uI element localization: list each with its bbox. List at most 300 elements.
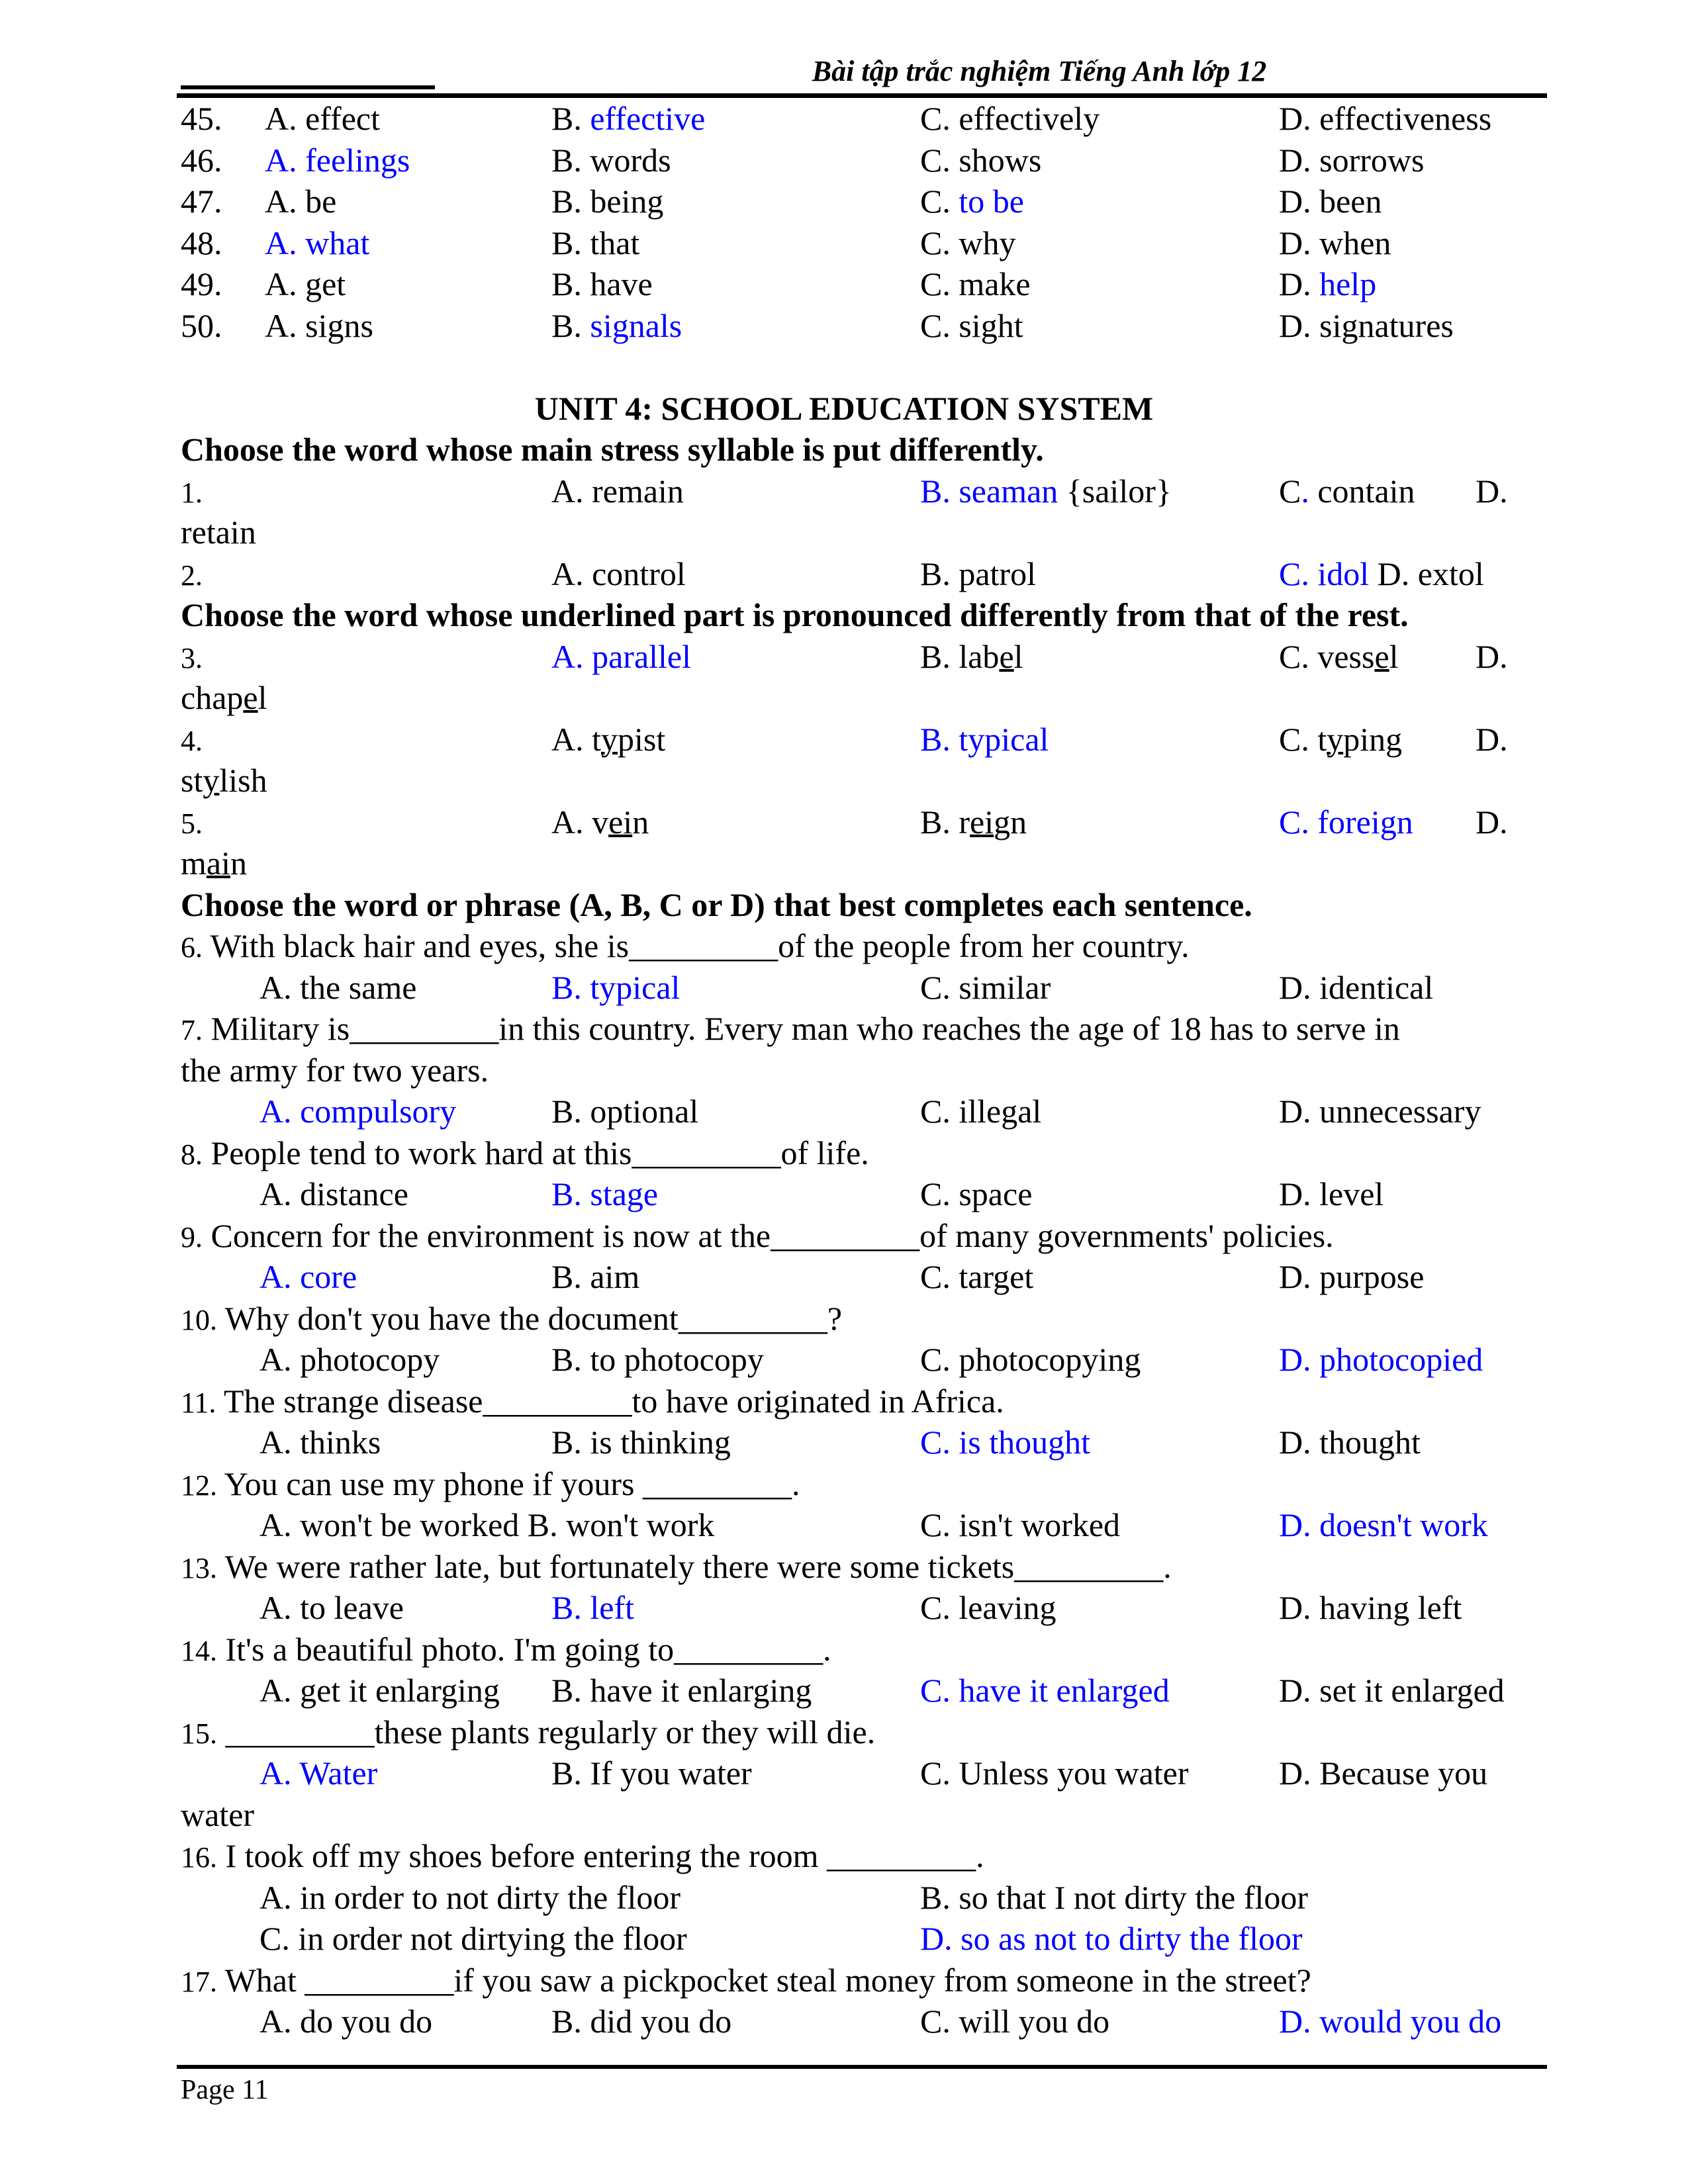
line-cell (265, 222, 369, 264)
question-number: 10. (181, 1303, 217, 1336)
line-cell (259, 1091, 456, 1132)
line-cell (259, 1173, 408, 1215)
line-cell (551, 1173, 658, 1215)
text-run: A. photocopy (259, 1341, 440, 1378)
text-run (217, 1713, 226, 1751)
text-run: to have originated in Africa. (632, 1382, 1004, 1420)
line-cell (920, 305, 1023, 347)
line-cell (1476, 471, 1508, 512)
text-run: I took off my shoes before entering the room (217, 1837, 827, 1874)
text-run: _________ (629, 927, 778, 964)
line-cell (551, 1339, 764, 1381)
text-line (0, 1381, 1688, 1422)
text-run: B. patrol (920, 555, 1036, 592)
text-line (0, 760, 1688, 801)
line-cell (181, 1835, 984, 1879)
question-number: 2. (181, 559, 203, 592)
text-run: C. Unless you water (920, 1754, 1189, 1792)
text-run: Choose the word whose underlined part is pronounced differently from that of the rest. (181, 596, 1409, 633)
text-run: _________ (771, 1216, 920, 1254)
footer-rule (177, 2065, 1547, 2069)
text-run: _________ (1014, 1547, 1164, 1585)
line-cell (551, 471, 684, 512)
line-cell (1279, 2001, 1501, 2042)
line-cell (181, 263, 222, 305)
line-cell (181, 140, 222, 181)
text-run: . (792, 1465, 800, 1502)
line-cell (1279, 140, 1424, 181)
line-cell (920, 553, 1036, 595)
section-heading (181, 429, 1044, 471)
question-number: 14. (181, 1634, 217, 1667)
text-run: D. unnecessary (1279, 1093, 1481, 1130)
question-number: 11. (181, 1386, 216, 1419)
line-cell (551, 636, 691, 678)
line-cell (259, 1422, 381, 1463)
correct-answer-text: . (1301, 472, 1309, 510)
text-line (0, 1546, 1688, 1588)
text-run: It's a beautiful photo. I'm going to (217, 1630, 675, 1668)
text-run: m (181, 844, 207, 882)
text-run: A. signs (265, 306, 373, 344)
text-run: D. been (1279, 183, 1382, 220)
correct-answer-text: signals (590, 306, 682, 344)
text-run: of life. (780, 1134, 869, 1171)
text-run: ping (1343, 720, 1403, 758)
line-cell (920, 1587, 1056, 1629)
correct-answer-text: A. compulsory (259, 1093, 457, 1130)
text-run: _________ (643, 1465, 792, 1502)
text-run: _________ (350, 1010, 499, 1047)
text-run: C. target (920, 1258, 1034, 1295)
text-run: _________ (483, 1382, 632, 1420)
text-run: the army for two years. (181, 1051, 489, 1089)
line-cell (1279, 801, 1413, 843)
question-number: 4. (181, 724, 203, 757)
text-run: C. illegal (920, 1093, 1042, 1130)
line-cell (551, 1752, 752, 1794)
line-cell (181, 1546, 1172, 1590)
text-run: A. effect (265, 100, 380, 137)
text-line (0, 1794, 1688, 1836)
question-number: 15. (181, 1717, 217, 1750)
text-line (0, 842, 1688, 884)
text-run: C. vess (1279, 637, 1375, 675)
line-cell (1279, 967, 1433, 1009)
text-run: B. (551, 306, 590, 344)
text-line (0, 263, 1688, 305)
correct-answer-text: A. core (259, 1258, 357, 1295)
underlined-part: y (1327, 720, 1344, 758)
text-run: these plants regularly or they will die. (374, 1713, 876, 1751)
question-number: 12. (181, 1469, 217, 1502)
text-line (0, 1587, 1688, 1629)
text-run: _________ (827, 1837, 976, 1874)
text-line (0, 471, 1688, 512)
text-line (0, 1629, 1688, 1670)
text-run: B. r (920, 803, 970, 841)
text-run: We were rather late, but fortunately there were some tickets (217, 1547, 1015, 1585)
line-cell (181, 1008, 1400, 1052)
line-cell (551, 1091, 698, 1132)
text-run: 46. (181, 141, 222, 179)
text-run: A. to leave (259, 1589, 404, 1626)
text-run: 49. (181, 265, 222, 302)
text-run: 48. (181, 224, 222, 261)
text-run: 45. (181, 100, 222, 137)
text-run: B. (551, 100, 590, 137)
line-cell (181, 1711, 875, 1755)
line-cell (920, 471, 1172, 512)
line-cell (1279, 98, 1491, 140)
underlined-part: e (999, 637, 1014, 675)
line-cell (259, 967, 416, 1009)
line-cell (1279, 719, 1402, 760)
line-cell (551, 181, 663, 222)
line-cell (181, 677, 267, 719)
text-run: B. so that I not dirty the floor (920, 1878, 1309, 1916)
line-cell (1279, 305, 1454, 347)
text-run: . (823, 1630, 831, 1668)
text-line (0, 1835, 1688, 1877)
line-cell (181, 181, 222, 222)
line-cell (265, 305, 373, 347)
line-cell (265, 181, 336, 222)
text-run: C. make (920, 265, 1031, 302)
line-cell (1279, 1256, 1424, 1298)
text-run: D. sorrows (1279, 141, 1425, 179)
text-run: C. leaving (920, 1589, 1056, 1626)
text-run: D. signatures (1279, 306, 1454, 344)
line-cell (920, 263, 1031, 305)
text-line (0, 1256, 1688, 1298)
text-run: C. will you do (920, 2003, 1110, 2040)
line-cell (920, 1256, 1033, 1298)
text-run: A. in order to not dirty the floor (259, 1878, 680, 1916)
line-cell (920, 1877, 1308, 1919)
text-line (0, 719, 1688, 760)
text-run: C. isn't worked (920, 1506, 1121, 1543)
underlined-part: y (203, 762, 220, 799)
line-cell (181, 1381, 1004, 1424)
text-run: C. in order not dirtying the floor (259, 1920, 687, 1957)
question-number: 8. (181, 1138, 203, 1171)
line-cell (181, 512, 256, 553)
text-run: Choose the word whose main stress syllable is put differently. (181, 431, 1044, 468)
line-cell (181, 305, 222, 347)
text-run: st (181, 762, 203, 799)
line-cell (181, 1794, 254, 1836)
line-cell (920, 140, 1041, 181)
text-run: D. (1279, 265, 1320, 302)
text-run: C. t (1279, 720, 1327, 758)
text-run: D. (1476, 803, 1508, 841)
text-line (0, 512, 1688, 553)
line-cell (1279, 1339, 1483, 1381)
text-line (0, 1918, 1688, 1960)
line-cell (920, 181, 1024, 222)
text-run: A. thinks (259, 1424, 381, 1461)
line-cell (1279, 1752, 1487, 1794)
text-run: in this country. Every man who reaches the age of 18 has to serve in (498, 1010, 1400, 1047)
line-cell (551, 305, 682, 347)
text-run: . (976, 1837, 984, 1874)
text-line (0, 1877, 1688, 1919)
text-run: A. get (265, 265, 346, 302)
correct-answer-text: D. would you do (1279, 2003, 1502, 2040)
line-cell (181, 842, 247, 884)
text-run: What (217, 1961, 305, 1999)
text-run: B. lab (920, 637, 1000, 675)
text-line (0, 1050, 1688, 1091)
line-cell (181, 553, 203, 597)
line-cell (920, 98, 1100, 140)
section-heading (181, 884, 1252, 926)
line-cell (920, 222, 1015, 264)
line-cell (551, 1670, 812, 1711)
line-cell (259, 1670, 500, 1711)
question-number: 3. (181, 641, 203, 674)
text-run: B. that (551, 224, 640, 261)
text-line (0, 1215, 1688, 1257)
correct-answer-text: D. doesn't work (1279, 1506, 1488, 1543)
text-run: ? (827, 1299, 843, 1337)
text-line (0, 1752, 1688, 1794)
text-run: B. If you water (551, 1754, 752, 1792)
line-cell (1279, 1091, 1481, 1132)
text-line (0, 636, 1688, 678)
text-run: 50. (181, 306, 222, 344)
line-cell (181, 719, 203, 762)
correct-answer-text: to be (959, 183, 1024, 220)
text-run: D. (1476, 720, 1508, 758)
text-line (0, 1173, 1688, 1215)
line-cell (181, 760, 267, 801)
line-cell (265, 263, 346, 305)
line-cell (259, 1587, 404, 1629)
correct-answer-text: C. foreign (1279, 803, 1413, 841)
text-run: D. (1476, 472, 1508, 510)
text-run: B. have it enlarging (551, 1672, 812, 1709)
correct-answer-text: A. feelings (265, 141, 410, 179)
text-run: D. level (1279, 1175, 1384, 1212)
text-run: B. optional (551, 1093, 699, 1130)
text-line (0, 594, 1688, 636)
line-cell (920, 1670, 1170, 1711)
text-run: C. effectively (920, 100, 1100, 137)
text-run: . (1163, 1547, 1172, 1585)
text-run: _________ (678, 1299, 827, 1337)
line-cell (920, 636, 1023, 678)
question-number: 16. (181, 1841, 217, 1874)
text-run: _________ (632, 1134, 781, 1171)
line-cell (1476, 719, 1508, 760)
line-cell (181, 1463, 800, 1507)
text-line (0, 1339, 1688, 1381)
text-line (0, 1091, 1688, 1132)
text-run: C. sight (920, 306, 1023, 344)
underlined-part: ei (608, 803, 633, 841)
underlined-part: e (1374, 637, 1389, 675)
text-run: D. identical (1279, 968, 1434, 1006)
text-run: D. (1476, 637, 1508, 675)
line-cell (181, 636, 203, 680)
text-run: People tend to work hard at this (203, 1134, 632, 1171)
text-run: l (258, 679, 267, 716)
text-run: l (1013, 637, 1023, 675)
text-line (0, 305, 1688, 347)
text-line (0, 967, 1688, 1009)
text-line (0, 181, 1688, 222)
line-cell (259, 2001, 432, 2042)
header-short-rule (181, 85, 435, 89)
text-line (0, 1298, 1688, 1340)
text-run: _________ (674, 1630, 823, 1668)
text-run: With black hair and eyes, she is (203, 927, 630, 964)
question-number: 17. (181, 1965, 217, 1998)
text-line (0, 1960, 1688, 2001)
text-run: chap (181, 679, 244, 716)
page-number: Page 11 (181, 2075, 269, 2105)
question-number: 1. (181, 476, 203, 509)
text-run: n (632, 803, 649, 841)
text-run: _________ (305, 1961, 454, 1999)
text-run: C. space (920, 1175, 1033, 1212)
text-line (0, 884, 1688, 926)
line-cell (181, 1132, 869, 1176)
line-cell (551, 140, 671, 181)
text-run: contain (1309, 472, 1415, 510)
text-line (0, 801, 1688, 843)
line-cell (551, 719, 665, 760)
text-run: B. to photocopy (551, 1341, 764, 1378)
text-run: B. being (551, 183, 664, 220)
line-cell (920, 2001, 1109, 2042)
text-run: pist (618, 720, 666, 758)
line-cell (1279, 636, 1399, 678)
line-cell (551, 2001, 731, 2042)
line-cell (551, 263, 653, 305)
text-run: C. shows (920, 141, 1042, 179)
question-number: 13. (181, 1551, 217, 1584)
text-line (0, 1463, 1688, 1505)
line-cell (259, 1918, 687, 1960)
line-cell (551, 1422, 731, 1463)
text-run: C. (920, 183, 959, 220)
underlined-part: y (601, 720, 618, 758)
line-cell (551, 1587, 634, 1629)
text-run: The strange disease (216, 1382, 483, 1420)
line-cell (551, 967, 680, 1009)
line-cell (181, 1298, 842, 1342)
text-run: B. aim (551, 1258, 640, 1295)
correct-answer-text: C. have it enlarged (920, 1672, 1170, 1709)
text-run: Military is (203, 1010, 350, 1047)
line-cell (181, 1050, 489, 1091)
text-run: B. did you do (551, 2003, 732, 2040)
text-line (0, 1670, 1688, 1711)
text-run: retain (181, 514, 256, 551)
line-cell (181, 801, 203, 845)
line-cell (1279, 553, 1484, 595)
text-run: D. when (1279, 224, 1391, 261)
text-run: D. extol (1369, 555, 1484, 592)
text-run: D. thought (1279, 1424, 1421, 1461)
line-cell (920, 719, 1049, 760)
line-cell (920, 1339, 1141, 1381)
line-cell (1279, 1422, 1421, 1463)
text-run: n (230, 844, 247, 882)
text-line (0, 1132, 1688, 1174)
text-run: D. purpose (1279, 1258, 1425, 1295)
text-run: A. won't be worked B. won't work (259, 1506, 715, 1543)
line-cell (551, 801, 649, 843)
text-run: A. v (551, 803, 609, 841)
line-cell (259, 1504, 714, 1546)
correct-answer-text: B. typical (551, 968, 680, 1006)
line-cell (920, 1091, 1041, 1132)
underlined-part: ai (206, 844, 230, 882)
text-run: D. effectiveness (1279, 100, 1492, 137)
correct-answer-text: effective (590, 100, 706, 137)
text-run: A. remain (551, 472, 684, 510)
text-run: water (181, 1796, 255, 1833)
text-line (0, 429, 1688, 471)
line-cell (551, 222, 639, 264)
correct-answer-text: A. what (265, 224, 370, 261)
text-run: UNIT 4: SCHOOL EDUCATION SYSTEM (534, 389, 1154, 427)
line-cell (259, 1877, 680, 1919)
underlined-part: e (243, 679, 258, 716)
section-heading (181, 594, 1409, 636)
text-run: You can use my phone if yours (217, 1465, 643, 1502)
text-run: D. having left (1279, 1589, 1462, 1626)
text-run: C (1279, 472, 1301, 510)
text-run: 47. (181, 183, 222, 220)
text-line (0, 346, 1688, 388)
text-line (0, 925, 1688, 967)
text-run: _________ (225, 1713, 375, 1751)
line-cell (551, 1256, 639, 1298)
text-run: A. do you do (259, 2003, 433, 2040)
line-cell (1476, 801, 1508, 843)
text-run: D. Because you (1279, 1754, 1488, 1792)
question-number: 6. (181, 931, 203, 964)
text-run: if you saw a pickpocket steal money from someone in the street? (453, 1961, 1311, 1999)
text-line (0, 677, 1688, 719)
text-run: Why don't you have the document (217, 1299, 679, 1337)
text-run: l (1389, 637, 1399, 675)
correct-answer-text: A. parallel (551, 637, 692, 675)
correct-answer-text: A. Water (259, 1754, 378, 1792)
text-run: D. set it enlarged (1279, 1672, 1505, 1709)
correct-answer-text: D. photocopied (1279, 1341, 1483, 1378)
text-run: {sailor} (1058, 472, 1172, 510)
text-run: of many governments' policies. (919, 1216, 1334, 1254)
text-run: A. distance (259, 1175, 408, 1212)
section-heading (0, 388, 1688, 430)
line-cell (920, 1752, 1189, 1794)
text-line (0, 1711, 1688, 1753)
line-cell (920, 1504, 1120, 1546)
question-number: 9. (181, 1220, 203, 1253)
text-line (0, 388, 1688, 430)
text-line (0, 140, 1688, 181)
header-rule (177, 93, 1547, 98)
line-cell (551, 98, 705, 140)
line-cell (920, 1422, 1090, 1463)
correct-answer-text: help (1319, 265, 1377, 302)
